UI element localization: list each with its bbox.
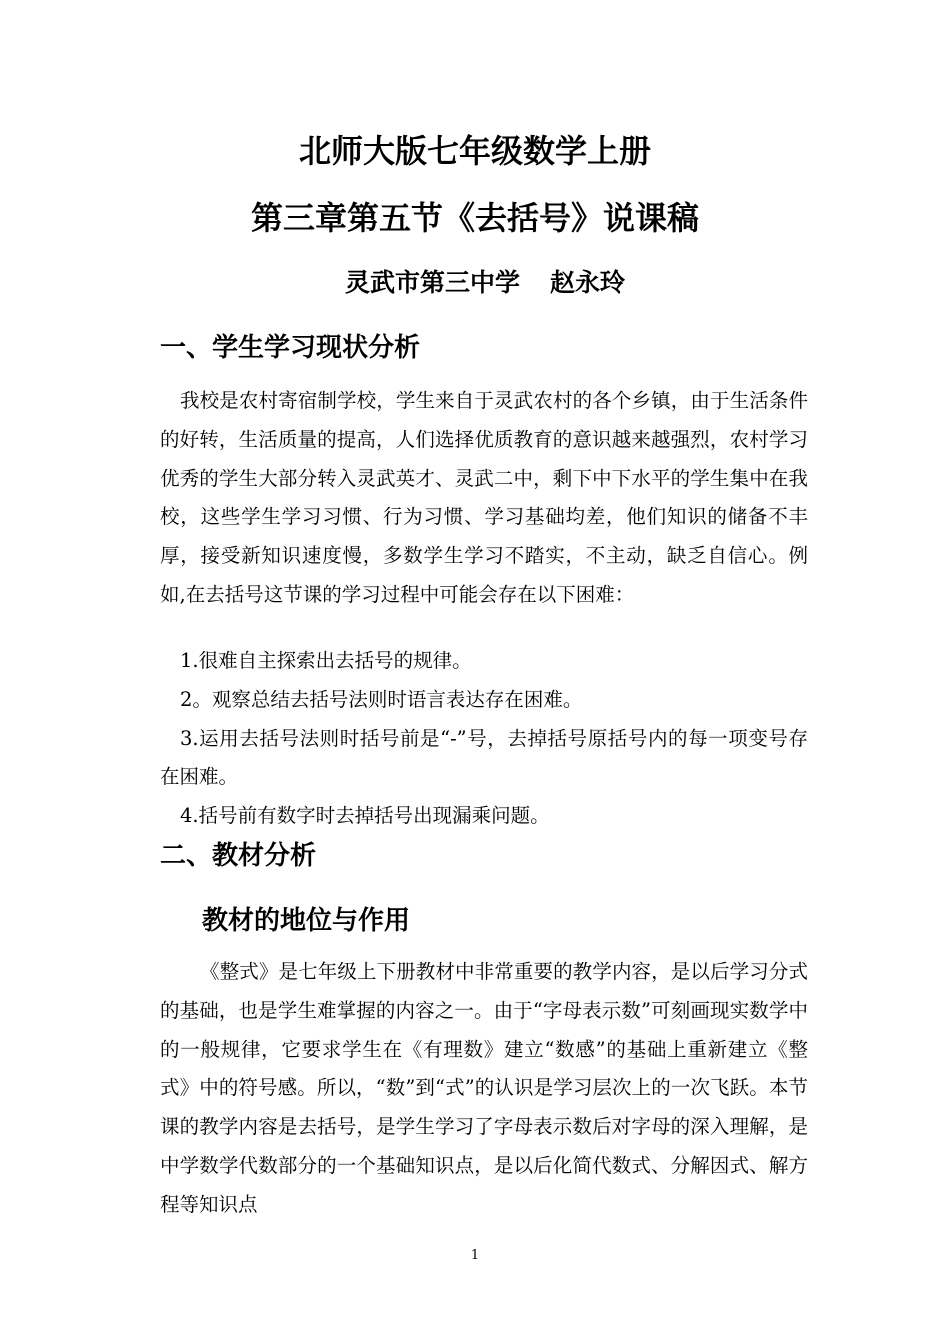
author-school: 灵武市第三中学 (345, 268, 521, 297)
difficulty-item-3: 3.运用去括号法则时括号前是“-”号，去掉括号原括号内的每一项变号存在困难。 (160, 726, 808, 789)
section-1-paragraph: 我校是农村寄宿制学校，学生来自于灵武农村的各个乡镇，由于生活条件的好转，生活质量的提高，人们选择优质教育的意识越来越强烈，农村学习优秀的学生大部分转入灵武英才、灵武二中，剩下中下水平的学生集中在我校，这些学生学习习惯、行为习惯、学习基础均差，他们知识的储备不丰厚，接受新知识速度慢，多数学生学习不踏实，不主动，缺乏自信心。例如,在去括号这节课的学习过程中可能会存在以下困难： (160, 389, 808, 606)
difficulty-list (160, 642, 808, 836)
difficulty-item-2: 2。观察总结去括号法则时语言表达存在困难。 (180, 687, 583, 711)
author-name: 赵永玲 (550, 268, 626, 297)
section-2-subheading: 教材的地位与作用 (202, 906, 411, 936)
difficulty-item-1: 1.很难自主探索出去括号的规律。 (180, 649, 472, 672)
page-number: 1 (470, 1248, 480, 1263)
document-title-line-2: 第三章第五节《去括号》说课稿 (250, 199, 699, 237)
section-2-heading: 二、教材分析 (160, 841, 317, 871)
difficulty-item-4: 4.括号前有数字时去掉括号出现漏乘问题。 (180, 804, 550, 828)
document-title-line-1: 北师大版七年级数学上册 (298, 132, 651, 170)
section-2-paragraph: 《整式》是七年级上下册教材中非常重要的教学内容，是以后学习分式的基础，也是学生难掌握的内容之一。由于“字母表示数”可刻画现实数学中的一般规律，它要求学生在《有理数》建立“数感”的基础上重新建立《整式》中的符号感。所以，“数”到“式”的认识是学习层次上的一次飞跃。本节课的教学内容是去括号，是学生学习了字母表示数后对字母的深入理解，是中学数学代数部分的一个基础知识点，是以后化简代数式、分解因式、解方程等知识点 (160, 960, 808, 1216)
author-line (345, 266, 625, 300)
section-1-heading: 一、学生学习现状分析 (160, 333, 421, 363)
